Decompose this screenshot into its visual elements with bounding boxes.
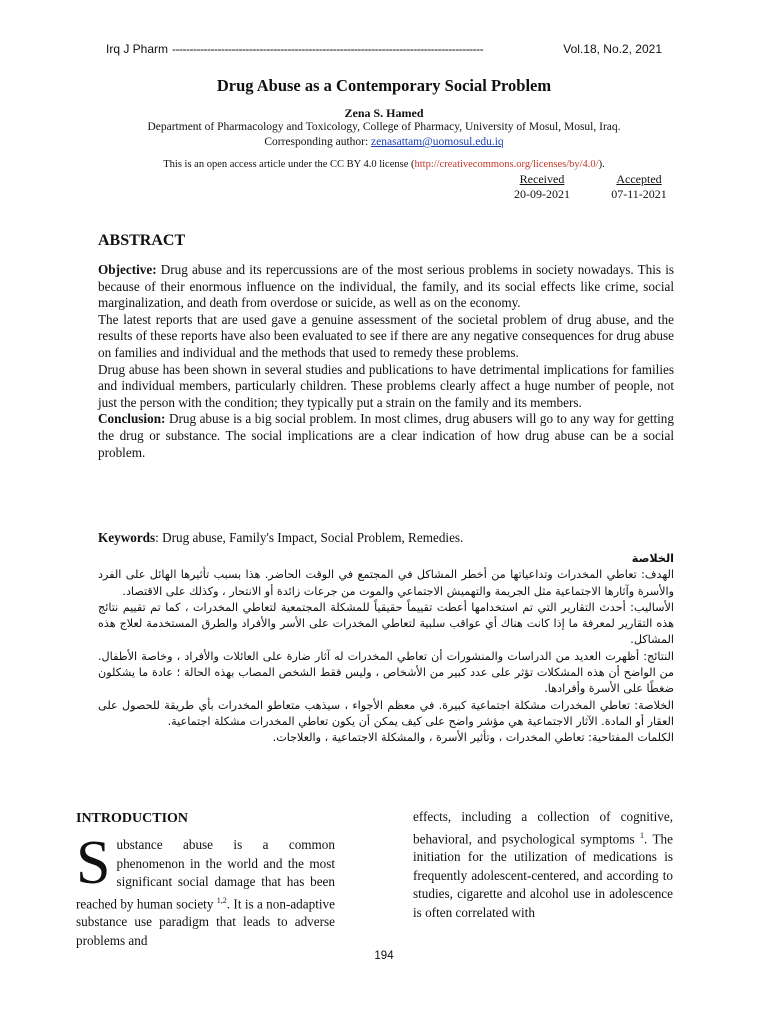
received-block (512, 172, 572, 202)
volume-info: Vol.18, No.2, 2021 (563, 42, 662, 56)
arabic-abstract (98, 551, 674, 747)
arabic-paragraph-1: الهدف: تعاطي المخدرات وتداعياتها من أخطر المشاكل في المجتمع في الوقت الحاضر. هذا بسبب تأثيرها الهائل على الفرد والأسرة وآثارها الاجتماعية مثل الجريمة والتهميش الاجتماعي والموت من جرعات زائدة أو الانتحار ، وكذلك على الاقتصاد. (98, 568, 674, 598)
accepted-date: 07-11-2021 (611, 187, 667, 201)
objective-label: Objective: (98, 262, 157, 277)
conclusion-label: Conclusion: (98, 411, 166, 427)
introduction-column-left (76, 829, 335, 950)
arabic-keywords: الكلمات المفتاحية: تعاطي المخدرات ، وتأثير الأسرة ، والمشكلة الاجتماعية ، والعلاجات. (272, 731, 674, 745)
citation-1-2: 1,2 (216, 895, 227, 905)
arabic-heading: الخلاصة (631, 552, 674, 565)
abstract-body (98, 262, 674, 461)
arabic-paragraph-4: الخلاصة: تعاطي المخدرات مشكلة اجتماعية كبيرة. في معظم الأجواء ، سيذهب متعاطو المخدرات بأي طريقة للحصول على العقار أو المادة. الآثار الاجتماعية هي مؤشر واضح على كيف يمكن أن يكون تعاطي المخدرات مشكلة اجتماعية. (98, 698, 674, 728)
accepted-block (606, 172, 672, 202)
running-header (106, 42, 662, 56)
journal-name: Irq J Pharm (106, 42, 169, 56)
arabic-paragraph-3: النتائج: أظهرت العديد من الدراسات والمنشورات أن تعاطي المخدرات له آثار ضارة على العائلات والأفراد ، وخاصة الأطفال. من الواضح أن هذه المشكلات تؤثر على عدد كبير من الأشخاص ، وليس فقط الشخص المصاب بهذه الحالة ؛ عادة ما يشكلون ضغطًا على الأسرة وأفرادها. (98, 649, 674, 696)
citation-1: 1 (640, 830, 645, 840)
intro-text-2: . It is a non-adaptive substance use paradigm that leads to adverse problems and (76, 895, 335, 948)
received-label: Received (519, 172, 565, 186)
abstract-objective (98, 262, 674, 312)
license-note (0, 159, 768, 170)
objective-text: Drug abuse and its repercussions are of the most serious problems in society nowadays. This is because of their enormous influence on the individual, the family, and its social effects like crime, social marginalization, and death from overdose or suicide, as well as on the economy. (98, 262, 674, 311)
intro-text-4: . The initiation for the utilization of medications is frequently adolescent-centered, and according to studies, cigarette and alcohol use in adolescence is often correlated with (413, 830, 674, 920)
header-rule: ----------------------------------------------------------------------------------------- (172, 42, 484, 56)
abstract-heading: ABSTRACT (98, 232, 186, 249)
abstract-conclusion (98, 411, 674, 461)
introduction-column-right (413, 808, 673, 922)
corresponding-label: Corresponding author: (264, 136, 372, 148)
abstract-paragraph-2: The latest reports that are used gave a genuine assessment of the societal problem of drug abuse, and the results of these reports have also been evaluated to see if there are any negative consequences for drug abuse on families and individual and the methods that used to remedy these problems. (98, 311, 674, 360)
corresponding-email-link[interactable]: zenasattam@uomosul.edu.iq (371, 136, 504, 148)
corresponding-author (0, 136, 768, 148)
drop-cap: S (76, 829, 111, 897)
keywords (98, 530, 674, 546)
paper-title: Drug Abuse as a Contemporary Social Problem (216, 76, 552, 95)
license-suffix: ). (598, 159, 605, 170)
arabic-paragraph-2: الأساليب: أحدث التقارير التي تم استخدامها أعطت تقييماً حقيقياً للمشكلة المجتمعية لتعاطي المخدرات ، كما تم تقييم نتائج هذه التقارير لمعرفة ما إذا كانت هناك أي عواقب سلبية لتعاطي المخدرات على الأسر والأفراد والطرق المستخدمة لعلاج هذه المشاكل. (98, 600, 674, 647)
author-name: Zena S. Hamed (344, 106, 424, 120)
conclusion-text: Drug abuse is a big social problem. In most climes, drug abusers will go to any way for getting the drug or substance. The social implications are a clear indication of how drug abuse can be a social problem. (98, 411, 674, 460)
received-date: 20-09-2021 (514, 187, 570, 201)
intro-text-3: effects, including a collection of cognitive, behavioral, and psychological symptoms (413, 809, 673, 846)
abstract-paragraph-3: Drug abuse has been shown in several studies and publications to have detrimental implications for families and individual members, particularly children. These problems clearly affect a huge number of people, not just the person with the condition; they typically put a strain on the family and its members. (98, 361, 674, 410)
license-link[interactable]: http://creativecommons.org/licenses/by/4.0/ (414, 159, 599, 170)
affiliation: Department of Pharmacology and Toxicology, College of Pharmacy, University of Mosul, Mosul, Iraq. (147, 121, 621, 133)
accepted-label: Accepted (616, 172, 662, 186)
license-prefix: This is an open access article under the CC BY 4.0 license ( (163, 159, 415, 170)
keywords-text: : Drug abuse, Family's Impact, Social Problem, Remedies. (155, 530, 464, 545)
page-number: 194 (374, 950, 394, 962)
keywords-label: Keywords (98, 530, 156, 545)
introduction-heading: INTRODUCTION (76, 811, 189, 826)
intro-text-1: ubstance abuse is a common phenomenon in the world and the most significant social damage that has been reached by human society (76, 837, 335, 911)
